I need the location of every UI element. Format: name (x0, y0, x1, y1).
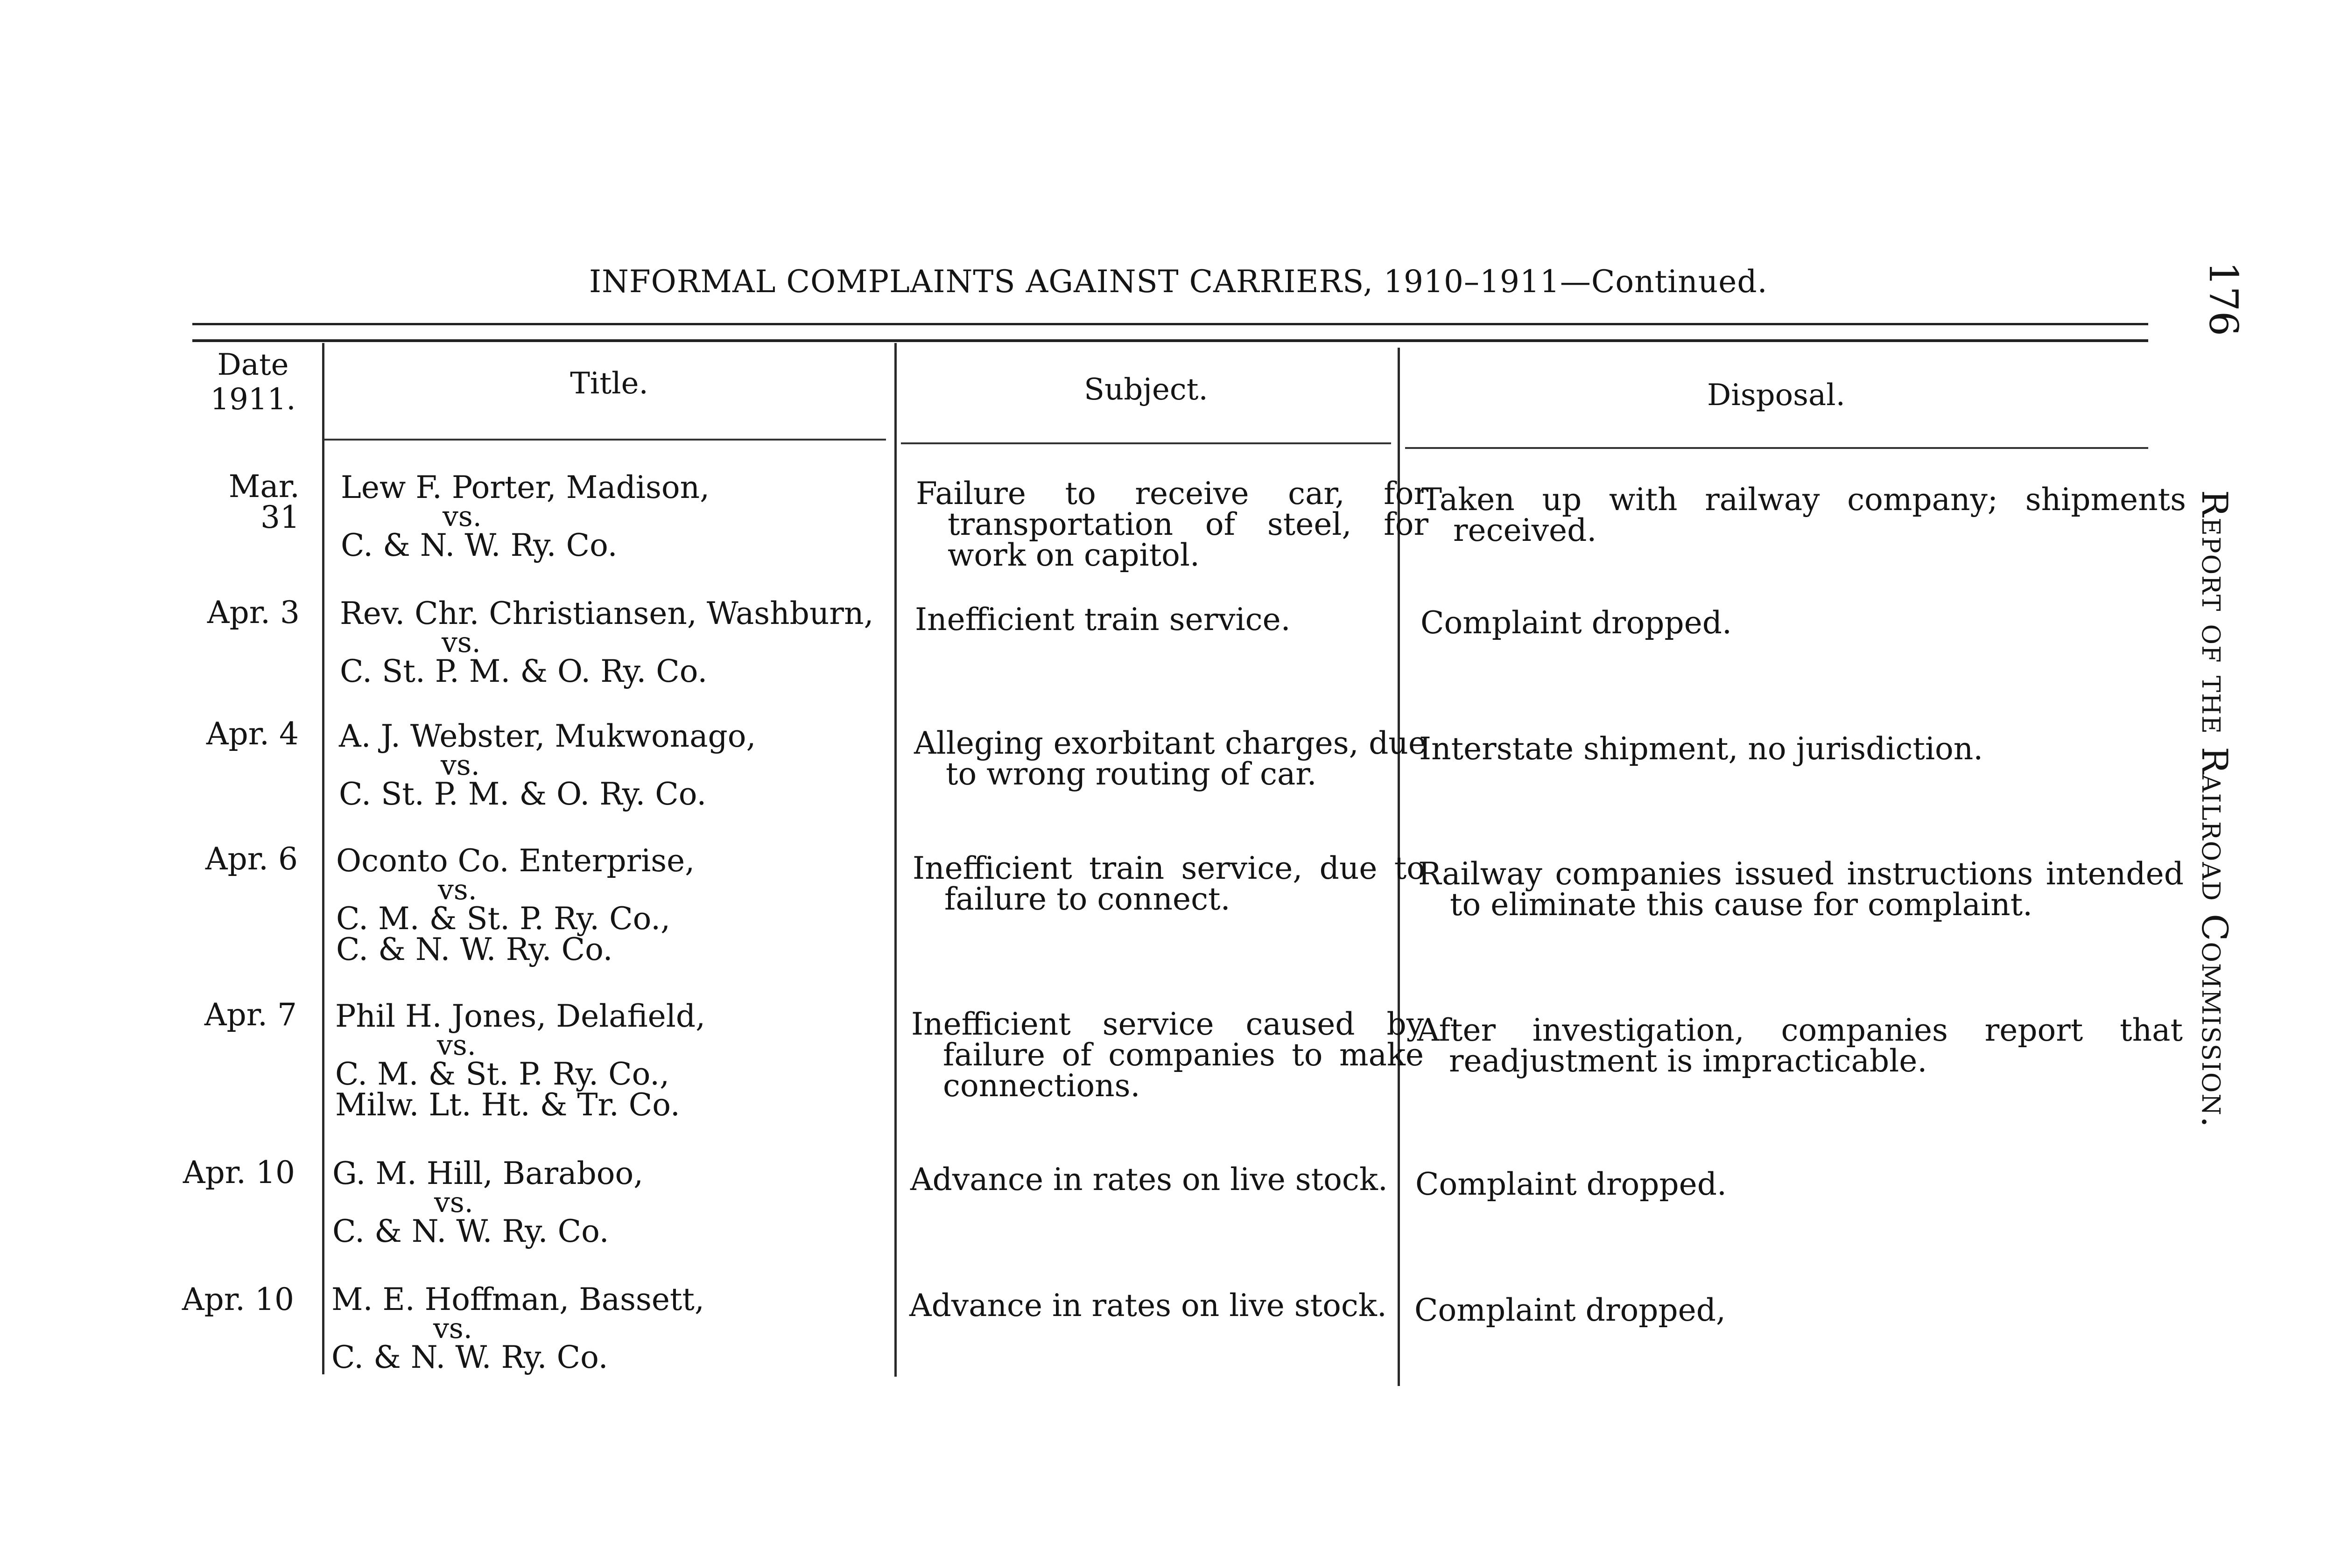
row-title (339, 718, 756, 812)
table-header-subject: Subject. (1084, 372, 1208, 407)
title-respondent: C. M. & St. P. Ry. Co., (336, 901, 671, 937)
date-header-line2: 1911. (210, 382, 296, 417)
title-complainant: Phil H. Jones, Delafield, (335, 998, 706, 1034)
row-disposal: After investigation, companies report that readjustment is impracticable. (1417, 1012, 2183, 1079)
row-disposal: Railway companies issued instructions intended to eliminate this cause for complaint. (1418, 856, 2184, 923)
title-respondent: C. St. P. M. & O. Ry. Co. (339, 776, 707, 812)
title-complainant: M. E. Hoffman, Bassett, (331, 1281, 704, 1317)
title-complainant: Rev. Chr. Christiansen, Washburn, (340, 595, 874, 631)
title-respondent-2: Milw. Lt. Ht. & Tr. Co. (335, 1087, 680, 1123)
row-title (340, 595, 874, 689)
title-complainant: A. J. Webster, Mukwonago, (339, 718, 756, 754)
title-respondent-2: C. & N. W. Ry. Co. (336, 931, 613, 967)
row-date: Apr. 6 (205, 841, 298, 877)
row-date: Apr. 3 (207, 595, 300, 630)
top-double-rule-upper (192, 323, 2148, 325)
title-complainant: Lew F. Porter, Madison, (341, 469, 710, 505)
title-respondent: C. St. P. M. & O. Ry. Co. (340, 653, 708, 689)
row-date: Apr. 10 (183, 1155, 295, 1190)
header-rule-title (324, 439, 886, 441)
row-subject: Alleging exorbitant charges, due to wrong routing of car. (914, 725, 1427, 792)
row-disposal: Interstate shipment, no jurisdiction. (1419, 731, 1983, 767)
title-versus: vs. (442, 626, 481, 659)
title-complainant: G. M. Hill, Baraboo, (332, 1155, 644, 1191)
row-subject: Inefficient train service. (915, 602, 1291, 637)
row-title (336, 843, 695, 967)
header-rule-subject (901, 442, 1391, 444)
title-versus: vs. (438, 874, 477, 906)
row-disposal: Taken up with railway company; shipments received. (1421, 482, 2186, 548)
row-subject: Inefficient train service, due to failure to connect. (913, 850, 1425, 917)
row-date: Apr. 7 (204, 997, 297, 1033)
running-side-title: Report of the Railroad Commission. (2194, 490, 2236, 1128)
title-versus: vs. (434, 1186, 473, 1219)
column-divider-title (894, 343, 897, 1377)
title-versus: vs. (443, 500, 482, 533)
header-rule-disposal (1405, 447, 2148, 449)
title-respondent: C. & N. W. Ry. Co. (331, 1339, 608, 1375)
date-header-line1: Date (217, 348, 289, 382)
row-subject: Failure to receive car, for transportation of steel, for work on capitol. (916, 476, 1428, 573)
row-title (331, 1281, 704, 1375)
row-title (335, 998, 706, 1123)
row-subject: Advance in rates on live stock. (910, 1162, 1388, 1197)
row-title (332, 1155, 644, 1249)
title-complainant: Oconto Co. Enterprise, (336, 843, 695, 879)
row-date: Apr. 4 (206, 716, 299, 752)
row-date: Apr. 10 (182, 1281, 294, 1317)
top-double-rule-lower (192, 339, 2148, 342)
title-respondent: C. & N. W. Ry. Co. (341, 527, 618, 563)
row-disposal: Complaint dropped, (1414, 1292, 1726, 1328)
title-versus: vs. (433, 1312, 472, 1345)
row-title (341, 469, 710, 563)
table-header-title: Title. (570, 366, 648, 401)
table-header-date (192, 348, 314, 417)
row-disposal: Complaint dropped. (1420, 605, 1732, 641)
title-respondent: C. & N. W. Ry. Co. (332, 1213, 609, 1249)
row-subject: Inefficient service caused by failure of companies to make connections. (911, 1006, 1424, 1104)
page-heading: INFORMAL COMPLAINTS AGAINST CARRIERS, 1910–1911—Continued. (589, 264, 1768, 300)
title-respondent: C. M. & St. P. Ry. Co., (335, 1056, 670, 1092)
row-disposal: Complaint dropped. (1415, 1166, 1727, 1202)
title-versus: vs. (437, 1029, 476, 1062)
title-versus: vs. (441, 749, 480, 782)
row-subject: Advance in rates on live stock. (909, 1288, 1387, 1323)
row-date: Mar. 31 (228, 469, 300, 535)
column-divider-date (322, 343, 324, 1374)
table-header-disposal: Disposal. (1707, 378, 1845, 413)
page-number: 176 (2200, 261, 2246, 336)
